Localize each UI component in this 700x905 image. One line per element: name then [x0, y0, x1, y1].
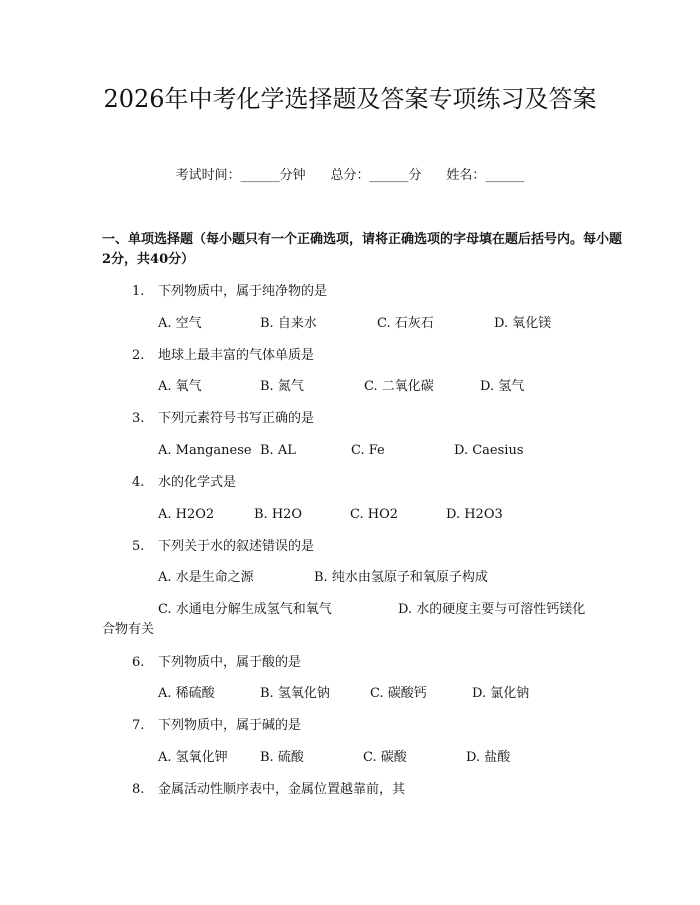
- question-3: [132, 409, 314, 429]
- page-title: 2026年中考化学选择题及答案专项练习及答案: [103, 85, 597, 113]
- time-unit: 分钟: [279, 168, 306, 183]
- question-stem: 下列关于水的叙述错误的是: [158, 539, 315, 554]
- question-number: 1.: [132, 284, 145, 299]
- question-number: 3.: [132, 411, 145, 426]
- option-d: D. 氢气: [480, 379, 525, 394]
- option-c: C. 水通电分解生成氢气和氧气: [158, 602, 332, 617]
- exam-info-line: [0, 166, 700, 186]
- option-b: B. 氢氧化钠: [260, 686, 330, 701]
- question-1: [132, 282, 327, 302]
- question-number: 6.: [132, 655, 145, 670]
- question-5-options-row2: [102, 600, 622, 640]
- option-b: B. H2O: [254, 507, 303, 522]
- score-unit: 分: [408, 168, 422, 183]
- option-a: A. 水是生命之源: [158, 570, 254, 585]
- name-blank: ______: [485, 168, 525, 183]
- option-c: C. 碳酸钙: [370, 686, 427, 701]
- question-6: [132, 653, 301, 673]
- option-a: A. 空气: [158, 316, 202, 331]
- option-c: C. 二氧化碳: [364, 379, 434, 394]
- question-number: 4.: [132, 475, 145, 490]
- question-stem: 金属活动性顺序表中，金属位置越靠前，其: [158, 782, 406, 797]
- option-c: C. 碳酸: [363, 750, 407, 765]
- option-c: C. Fe: [351, 443, 385, 458]
- question-number: 5.: [132, 539, 145, 554]
- question-stem: 下列元素符号书写正确的是: [158, 411, 315, 426]
- option-a: A. 稀硫酸: [158, 686, 215, 701]
- option-d: D. 氧化镁: [494, 316, 552, 331]
- question-stem: 下列物质中，属于纯净物的是: [158, 284, 328, 299]
- time-blank: ______: [240, 168, 280, 183]
- option-d: D. 水的硬度主要与可溶性钙镁化: [398, 602, 586, 617]
- question-2: [132, 346, 314, 366]
- name-label: 姓名：: [446, 168, 486, 183]
- option-a: A. 氢氧化钾: [158, 750, 228, 765]
- option-d-continuation: 合物有关: [102, 622, 155, 637]
- question-stem: 下列物质中，属于碱的是: [158, 718, 302, 733]
- option-a: A. Manganese: [158, 443, 252, 458]
- option-d: D. 氯化钠: [472, 686, 530, 701]
- option-a: A. 氧气: [158, 379, 202, 394]
- option-b: B. 纯水由氢原子和氧原子构成: [314, 570, 488, 585]
- question-number: 7.: [132, 718, 145, 733]
- question-stem: 地球上最丰富的气体单质是: [158, 348, 315, 363]
- option-d: D. H2O3: [446, 507, 503, 522]
- question-8: [132, 780, 405, 800]
- option-b: B. 自来水: [260, 316, 317, 331]
- question-stem: 水的化学式是: [158, 475, 237, 490]
- score-blank: ______: [369, 168, 409, 183]
- score-label: 总分：: [330, 168, 370, 183]
- option-c: C. 石灰石: [377, 316, 434, 331]
- question-number: 8.: [132, 782, 145, 797]
- section-heading: 一、单项选择题（每小题只有一个正确选项，请将正确选项的字母填在题后括号内。每小题2分，共40分）: [102, 232, 623, 267]
- question-4: [132, 473, 236, 493]
- question-7: [132, 716, 301, 736]
- question-stem: 下列物质中，属于酸的是: [158, 655, 302, 670]
- option-a: A. H2O2: [158, 507, 215, 522]
- option-d: D. Caesius: [454, 443, 524, 458]
- option-b: B. AL: [260, 443, 296, 458]
- option-b: B. 硫酸: [260, 750, 304, 765]
- time-label: 考试时间：: [175, 168, 241, 183]
- option-d: D. 盐酸: [466, 750, 511, 765]
- question-5: [132, 537, 314, 557]
- question-number: 2.: [132, 348, 145, 363]
- option-c: C. HO2: [350, 507, 399, 522]
- option-b: B. 氮气: [260, 379, 304, 394]
